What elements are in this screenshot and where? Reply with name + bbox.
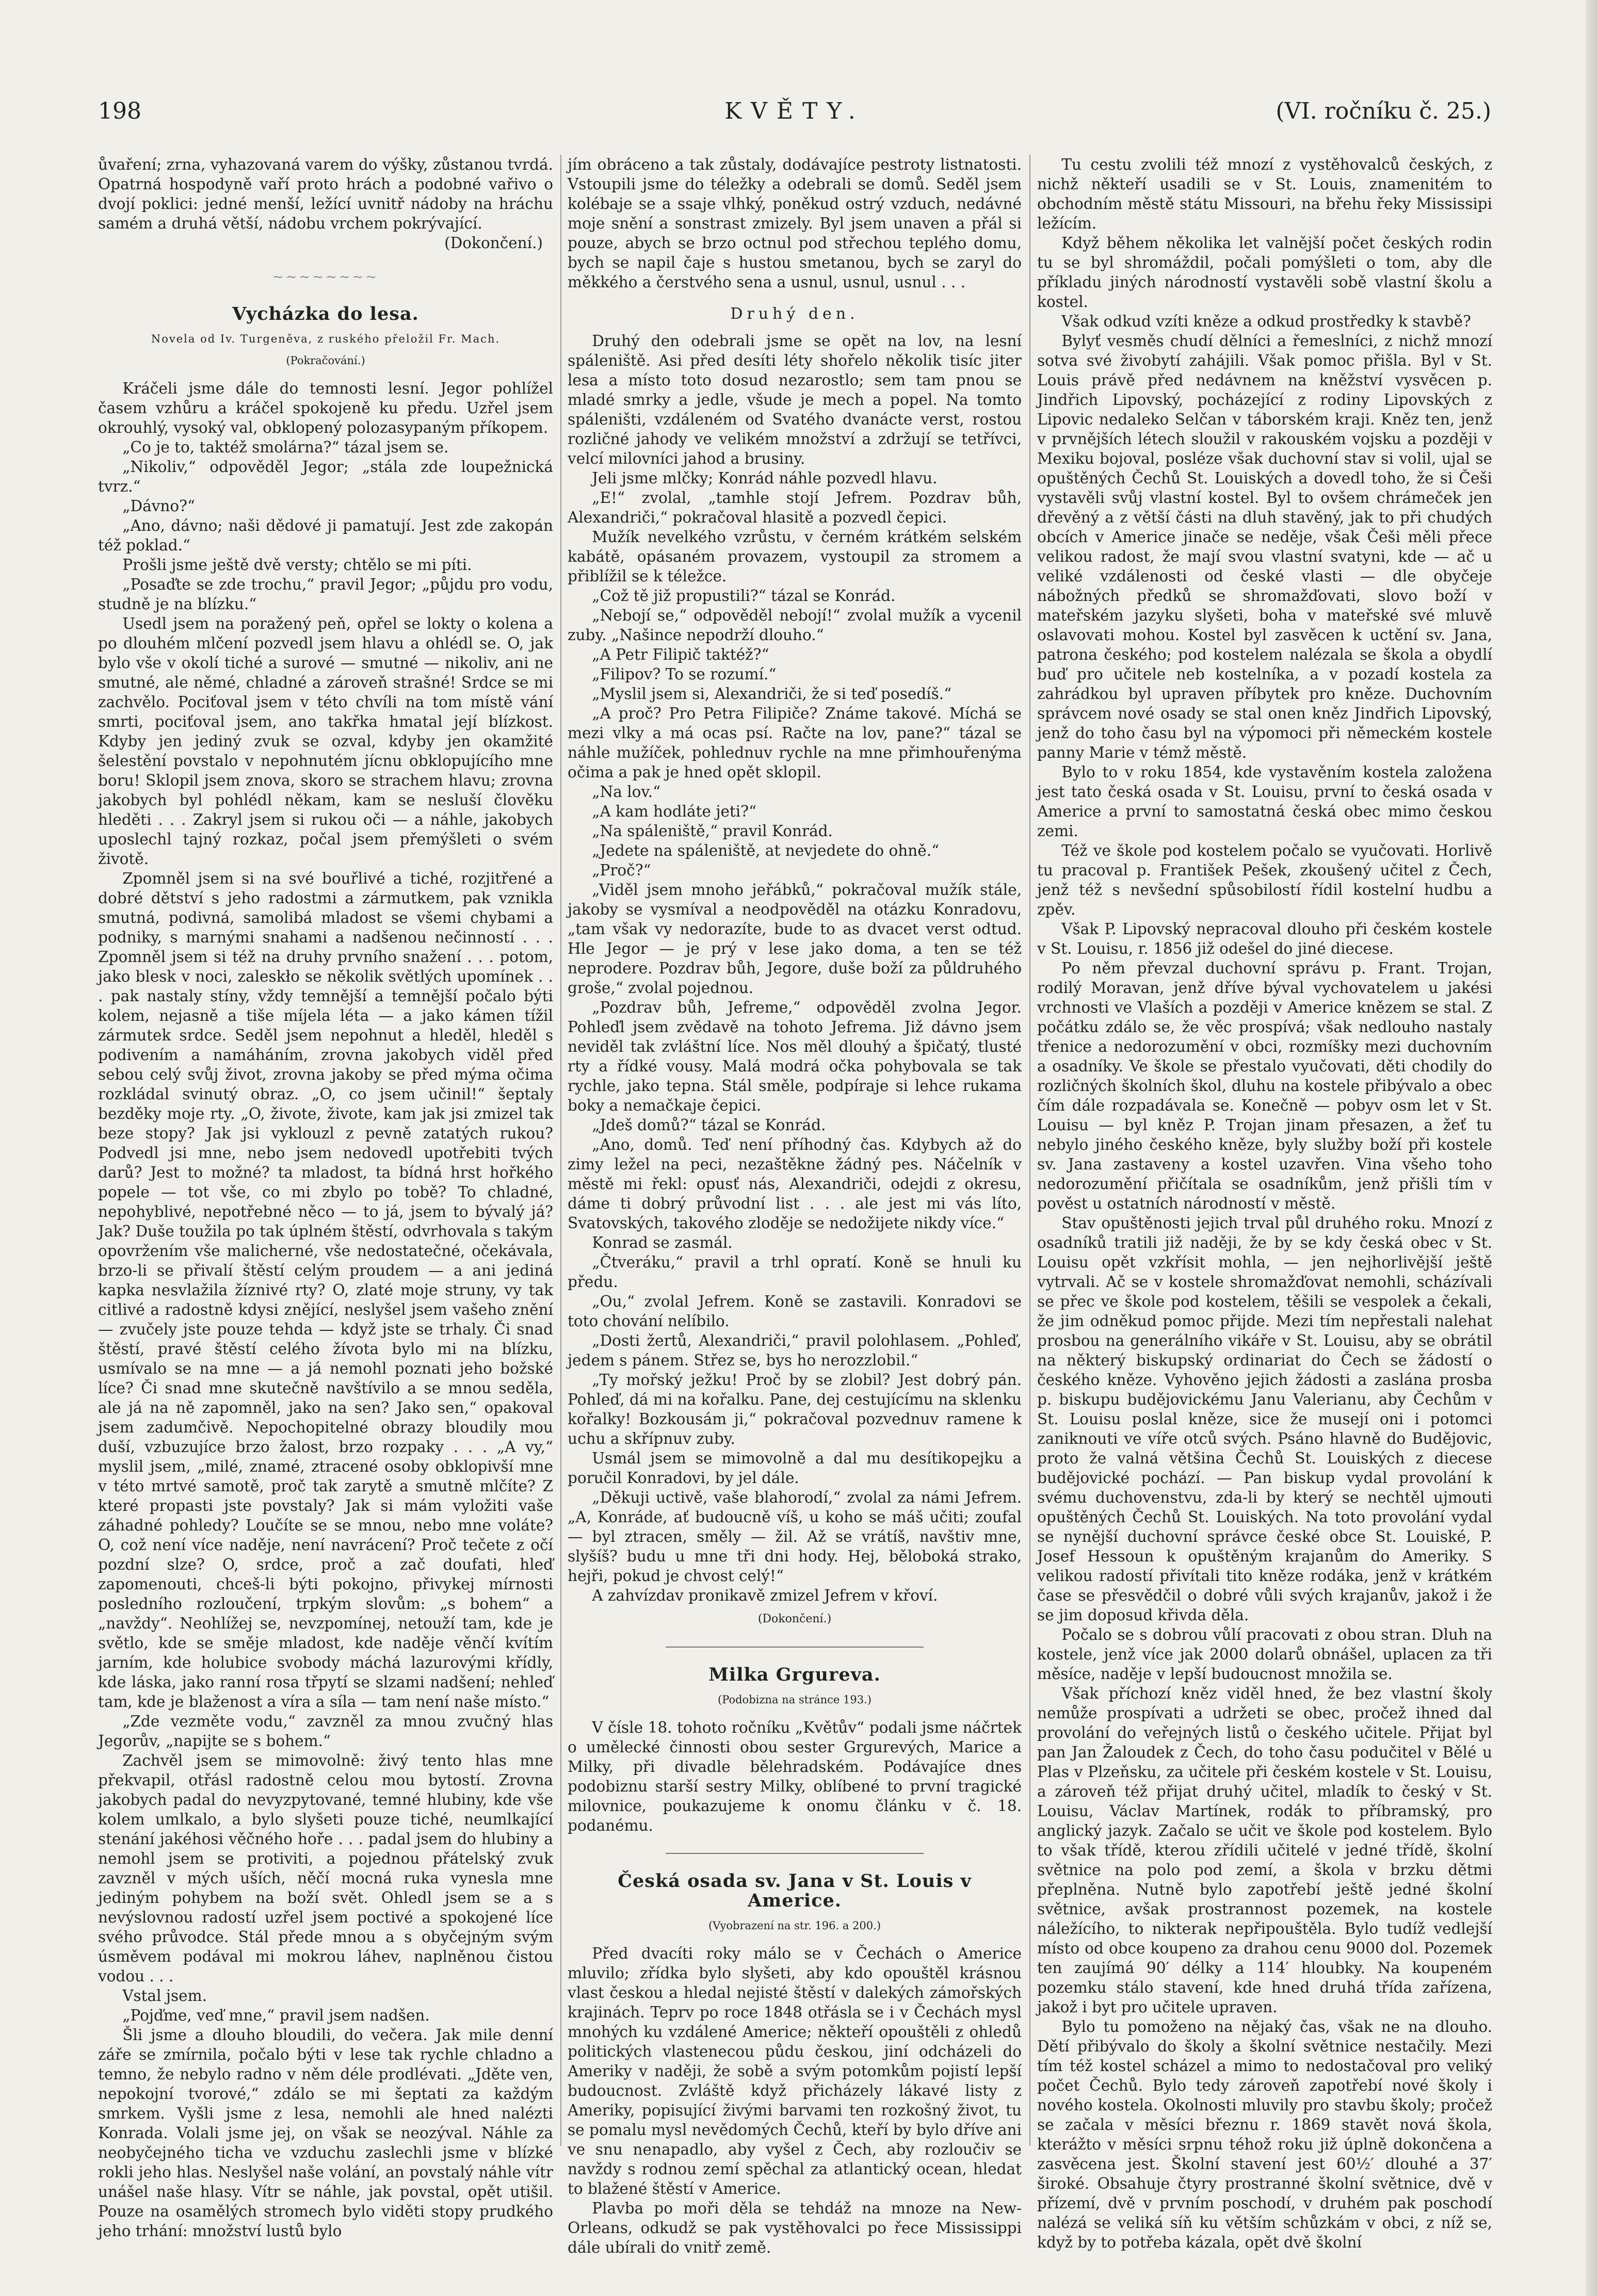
section-heading: Druhý den. — [730, 305, 859, 323]
paragraph: Též ve škole pod kostelem počalo se vyučovati. Horlivě tu pracoval p. František Pešek, zkoušený učitel z Čech, jenž též s nevšední spůsobilostí řídil kostelní hudbu a zpěv. — [1037, 842, 1492, 918]
paragraph: „Ano, domů. Teď není příhodný čas. Kdybych až do zimy ležel na peci, nezaštěkne žádný pes. Náčelník v městě mi řekl: opusť nás, Alexandriči, odejdi z okresu, dáme ti dobrý průvodní list . . . ale jest mi vás líto, Svatovských, takového zloděje se nedožijete nikdy více.“ — [568, 1136, 1022, 1232]
paragraph: Po něm převzal duchovní správu p. Frant. Trojan, rodilý Moravan, jenž dříve býval vychovatelem u jakési vrchnosti ve Vlaších a později v Americe knězem se stal. Z počátku zdálo se, že věc prospívá; však nedlouho nastaly třenice a nedorozumění v obci, rozmíšky mezi duchovním a osadníky. Ve škole se přestalo vyučovati, děti chodily do rozličných školních škol, dluhu na kostele přibývalo a obec čím dále rozpadávala se. Konečně — pobyv osm let v St. Louisu — byl kněz P. Trojan jinam přesazen, a žeť tu nebylo jiného českého kněze, byly služby boží při kostele sv. Jana zastaveny a kostel uzavřen. Vina všeho toho nedorozumění přičítala se osadníkům, jenž přišli tím v pověst u ostatních národností v městě. — [1037, 959, 1492, 1212]
article-title: Vycházka do lesa. — [232, 303, 419, 324]
paragraph: „Což tě již propustili?“ tázal se Konrád. — [592, 587, 896, 605]
paragraph: Prošli jsme ještě dvě versty; chtělo se mi píti. — [122, 556, 472, 574]
paragraph: Však P. Lipovský nepracoval dlouho při českém kostele v St. Louisu, r. 1856 již odešel do jiné diecese. — [1037, 920, 1492, 957]
article-byline: Novela od Iv. Turgeněva, z ruského přeložil Fr. Mach. — [151, 333, 501, 345]
paragraph: „Myslil jsem si, Alexandriči, že si teď posedíš.“ — [592, 685, 952, 703]
paragraph: Počalo se s dobrou vůlí pracovati z obou stran. Dluh na kostele, jenž více jak 2000 dolarů obnášel, uplacen za tři měsíce, naděje v lepší budoucnost množila se. — [1037, 1626, 1492, 1683]
column-2 — [568, 155, 1022, 2256]
continuation-note: (Dokončení.) — [444, 234, 543, 252]
paragraph: Druhý den odebrali jsme se opět na lov, na lesní spáleniště. Asi před desíti léty shořelo několik tisíc jiter lesa a místo toto dosud nezarostlo; sem tam pnou se mladé smrky a jedle, všude je mech a popel. Na tomto spáleništi, vzdáleném od Svatého dvanácte verst, rostou rozličné jahody ve velikém množství a zdržují se tetřívci, velcí milovníci jahod a brusiny. — [568, 332, 1022, 467]
paragraph: Šli jsme a dlouho bloudili, do večera. Jak mile denní záře se zmírnila, počalo býti v lese tak rychle chladno a temno, že nebylo radno v něm déle prodlévati. „Jděte ven, nepokojní tvorové,“ zdálo se mi šeptati za každým smrkem. Vyšli jsme z lesa, nemohli ale hned nalézti Konrada. Volali jsme jej, on však se neozýval. Náhle za neobyčejného ticha ve vzduchu zaslechli jsme v blízké rokli jeho hlas. Neslyšel naše volání, an povstalý náhle vítr unášel naše hlasy. Vítr se náhle, jak povstal, opět utišil. Pouze na osamělých stromech bylo viděti stopy prudkého jeho trhání: množství lustů bylo — [98, 2026, 553, 2240]
paragraph: Tu cestu zvolili též mnozí z vystěhovalců českých, z nichž někteří usadili se v St. Louis, znamenitém to obchodním městě státu Missouri, na břehu řeky Mississipi ležícím. — [1037, 156, 1492, 232]
column-rule — [560, 155, 561, 2146]
paragraph: Bylo tu pomoženo na nějaký čas, však ne na dlouho. Dětí přibývalo do školy a školní světnice nestačily. Mezi tím též kostel scházel a mimo to nedostačoval pro veliký počet Čechů. Bylo tedy zároveň zapotřebí nové školy i nového kostela. Okolnosti mluvily pro stavbu školy; pročež se začala v měsíci březnu r. 1869 stavět nová škola, kterážto v měsíci srpnu téhož roku již úplně dokončena a zasvěcena jest. Školní stavení jest 60½′ dlouhé a 37′ široké. Obsahuje čtyry prostranné školní světnice, dvě v přízemí, dvě v prvním poschodí, v druhém pak poschodí nalézá se veliká síň ku větším schůzkám v obci, z níž se, když by to potřeba kázala, opět dvě školní — [1037, 2018, 1492, 2251]
paragraph: Stav opuštěnosti jejich trval půl druhého roku. Mnozí z osadníků tratili již naději, že by se kdy česká obec v St. Louisu opět vzkřísit mohla, — jen nejhorlivější ještě vytrvali. Ač se v kostele shromažďovat nemohli, scházívali se přec ve škole pod kostelem, těšili se vespolek a čekali, že jim odněkud pomoc přijde. Mezi tím nepřestali nalehat prosbou na generálního vikáře v St. Louisu, aby se obrátil na některý biskupský ordinariat do Čech se žádostí o českého kněze. Vyhověno jejich žádosti a zaslána prosba p. biskupu budějovickému Janu Valerianu, aby Čechům v St. Louisu poslal kněze, sice že musejí oni i potomci zaniknouti ve víře otců svých. Psáno hlavně do Budějovic, proto že valná většina Čechů St. Louiských z diecese budějovické pochází. — Pan biskup vydal provolání k svému duchovenstvu, zda-li by který se nechtěl ujmouti opuštěných Čechů St. Louiských. Na toto provolání vydal se nynější duchovní správce české obce St. Louiské, P. Josef Hessoun k opuštěným krajanům do Ameriky. S velikou radostí přivítali tito kněze rodáka, jenž v krátkém čase se přesvědčil o dobré vůli svých krajanův, jakož i že se jim doposud křivda děla. — [1037, 1214, 1492, 1624]
paragraph: „Dávno?“ — [122, 497, 196, 515]
paragraph: Plavba po moři děla se tehdáž na mnoze na New-Orleans, odkudž se pak vystěhovalci po řece Mississippi dále ubírali do vnitř země. — [568, 2200, 1022, 2256]
paragraph: Však odkud vzíti kněze a odkud prostředky k stavbě? — [1061, 313, 1471, 330]
paragraph: Usmál jsem se mimovolně a dal mu desítikopejku a poručil Konradovi, by jel dále. — [568, 1450, 1022, 1487]
paragraph: „Jdeš domů?“ tázal se Konrád. — [592, 1116, 826, 1134]
continuation-note: (Pokračování.) — [286, 354, 365, 367]
paragraph: „Čtveráku,“ pravil a trhl opratí. Koně se hnuli ku předu. — [568, 1253, 1022, 1291]
volume-info: (VI. ročníku č. 25.) — [1276, 98, 1491, 124]
paragraph: „Dosti žertů, Alexandriči,“ pravil polohlasem. „Pohleď, jedem s pánem. Střez se, bys ho nerozzlobil.“ — [568, 1332, 1022, 1369]
column-rule — [1029, 155, 1030, 2146]
paragraph: Jeli jsme mlčky; Konrád náhle pozvedl hlavu. — [592, 469, 938, 487]
paragraph: jím obráceno a tak zůstaly, dodávajíce pestroty listnatosti. Vstoupili jsme do téležky a odebrali se domů. Seděl jsem kolébaje se a ssaje vlhký, poněkud ostrý vzduch, nedávné moje snění a sonstrast zmizely. Byl jsem unaven a přál si pouze, abych se brzo octnul pod střechou teplého domu, bych se napil čaje s hustou smetanou, bych se zaryl do měkkého a čerstvého sena a usnul, usnul, usnul . . . — [568, 156, 1022, 291]
page-edge — [1586, 0, 1597, 2296]
paragraph: „Viděl jsem mnoho jeřábků,“ pokračoval mužík stále, jakoby se vysmíval a neodpověděl na otázku Konradovu, „tam však vy nedorazíte, bude to as dvacet verst odtud. Hle Jegor — je prý v lese jako doma, a ten se též neprodere. Pozdrav bůh, Jegore, duše boží za půldruhého groše,“ zvolal pojednou. — [568, 881, 1022, 997]
paragraph: „Jedete na spáleniště, at nevjedete do ohně.“ — [592, 842, 940, 859]
paragraph: Když během několika let valnější počet českých rodin tu se byl shromáždil, počali pomýšleti o tom, aby dle příkladu jiných národností vystavěli sobě vlastní školu a kostel. — [1037, 234, 1492, 311]
paragraph: Zpomněl jsem si na své bouřlivé a tiché, rozjitřené a dobré dětství s jeho radostmi a zármutkem, pak vznikla smutná, podivná, samolibá mladost se všemi chybami a podniky, s marnými snahami a nadšenou nečinností . . . Zpomněl jsem si též na druhy prvního snažení . . . potom, jako blesk v noci, zaleskło se několik světlých upomínek . . . pak nastaly stíny, vždy temnější a temnější počalo býti kolem, nejasně a tiše míjela léta — a jako kámen tížil zármutek srdce. Seděl jsem nepohnut a hleděl, hleděl s podivením a namáháním, zrovna jakobych viděl před sebou celý svůj život, zrovna jakoby se před mýma očima rozkládal svinutý obraz. „O, co jsem učinil!“ šeptaly bezděky moje rty. „O, živote, živote, kam jak jsi zmizel tak beze stopy? Jak jsi vyklouzl z pevně zatatých rukou? Podvedl jsi mne, nebo jsem nedovedl upotřebiti tvých darů? Jest to možné? ta mladost, ta bídná hrst hořkého popele — tot vše, co mi zbylo po tobě? To chladné, nepohyblivé, nepotřebné něco — to já, jsem to bývalý já? Jak? Duše toužila po tak úplném štěstí, odvrhovala s takým opovržením vše malicherné, vše nedostatečné, očekávala, brzo-li se přivalí štěstí celým proudem — a ani jediná kapka nesvlažila žíznivé rty? O, zlaté moje struny, vy tak citlivé a radostně kdysi znějící, neslyšel jsem vašeho znění — zvučely jste pouze tehda — když jste se trhaly. Či snad štěstí, pravé štěstí celého žívota bylo mi na blízku, usmívalo se na mne — a já nemohl poznati jeho božské líce? Či snad mne skutečně navštívilo a se mnou seděla, ale já na ně zapomněl, jako na sen? Jako sen,“ opakoval jsem zadumčivě. Nepochopitelné obrazy bloudily mou duší, vzbuzujíce brzo žalost, brzo rozpaky . . . „A vy,“ myslil jsem, „milé, znamé, ztracené osoby obklopivší mne v této mrtvé samotě, proč tak zarytě a smutně mlčíte? Z které propasti jste povstaly? Jak si mám vyložiti vaše záhadné pohledy? Loučíte se se mnou, nebo mne voláte? O, což není více naděje, není navrácení? Proč tečete z očí pozdní slze? O, srdce, proč a zač doufati, hleď zapomenouti, chceš-li býti pokojno, přivykej mírnosti posledního rozloučení, trpkým slovům: „s bohem“ a „navždy“. Neohlížej se, nevzpomínej, netouží tam, kde je světlo, kde se směje mladost, kde naděje věnčí kvítím jarním, kde holubice svobody máchá lazurovými křídly, kde láska, jako ranní rosa třpytí se slzami nadšení; nehleď tam, kde je blaženost a víra a síla — tam není naše místo.“ — [98, 870, 553, 1711]
paragraph: Před dvacíti roky málo se v Čechách o Americe mluvilo; zřídka bylo slyšeti, aby kdo opouštěl krásnou vlast českou a hledal nejisté štěstí v dalekých zámořských krajinách. Teprv po roce 1848 otřásla se i v Čechách mysl mnohých ku vzdálené Americe; někteří opouštěli z ohledů politických vlastenecou půdu českou, jiní odcházeli do Ameriky v naději, že sobě a svým potomkům pojistí lepší budoucnost. Zvláště když přicházely lákavé listy z Ameriky, popisující živými barvami ten rozkošný život, tu se pomalu mysl nevědomých Čechů, kteří by bylo dříve ani ve snu nenapadlo, aby vyšel z Čech, aby rozloučiv se navždy s rodnou zemí spěchal za atlantický ocean, hledat to blažené štěstí v Americe. — [568, 1945, 1022, 2197]
paragraph: „Nebojí se,“ odpověděl nebojí!“ zvolal mužík a vycenil zuby. „Našince nepodrží dlouho.“ — [568, 607, 1022, 644]
paragraph: „A Petr Filipič taktéž?“ — [592, 646, 769, 663]
article-title: Česká osada sv. Jana v St. Louis v Americe. — [618, 1870, 972, 1911]
paragraph: Bylyť vesměs chudí dělníci a řemeslníci, z nichž mnozí sotva své živobytí zahájili. Však pomoc přišla. Byl v St. Louis právě před nedávnem na kněžství vysvěcen p. Jindřich Lipovský, pocházející z rodiny Lipovských z Lipovic nedaleko Selčan v táborském kraji. Kněz ten, jenž v prvnějších létech sloužil v rakouském vojsku a později v Mexiku bojoval, posléze však duchovní stav si volil, ujal se opuštěných Čechů St. Louiských a dovedl toho, že si Češi vystavěli svůj vlastní kostel. Byl to ovšem chrámeček jen dřevěný a z větší části na dluh stavěný, jak to při chudých obcích v Americe jinače se neděje, však Češi měli přece velikou radost, že mají svou vlastní svatyni, kde — ač u veliké vzdálenosti od české vlasti — dle obyčeje nábožných předků se shromažďovati, slovo boží v mateřském jazyku slyšeti, boha v mateřské své mluvě oslavovati mohou. Kostel byl zasvěcen k uctění sv. Jana, patrona českého; pod kostelem nalézala se škola a obydlí buď pro učitele neb kostelníka, a v pozadí kostela za zahrádkou byl upraven příbytek pro kněze. Duchovním správcem nové osady se stal onen kněz Jindřich Lipovský, jenž do toho času byl na výpomoci při německém kostele panny Marie v témž městě. — [1037, 332, 1492, 761]
paragraph: Mužík nevelkého vzrůstu, v černém krátkém selském kabátě, opásaném provazem, vystoupil za stromem a přiblížil se k téležce. — [568, 528, 1022, 585]
paragraph: „Posaďte se zde trochu,“ pravil Jegor; „půjdu pro vodu, studně je na blízku.“ — [98, 576, 553, 613]
continuation-note: (Dokončení.) — [757, 1613, 832, 1625]
paragraph: „A proč? Pro Petra Filipiče? Známe takové. Míchá se mezi vlky a má ocas psí. Račte na lov, pane?“ tázal se náhle mužíček, pohlednuv rychle na mne přimhouřenýma očima a pak je hned opět sklopil. — [568, 705, 1022, 781]
paragraph: V čísle 18. tohoto ročníku „Květův“ podali jsme náčrtek o umělecké činnosti obou sester Grgurevých, Marice a Milky, při divadle bělehradském. Podávajíce dnes podobiznu starší sestry Milky, oblíbené to první tragické milovnice, poukazujeme k onomu článku v č. 18. podanému. — [568, 1719, 1022, 1834]
paragraph: „Zde vezměte vodu,“ zavzněl za mnou zvučný hlas Jegorův, „napijte se s bohem.“ — [98, 1713, 553, 1750]
paragraph: Vstal jsem. — [122, 1987, 207, 2005]
page-number: 198 — [98, 98, 141, 124]
paragraph: „E!“ zvolal, „tamhle stojí Jefrem. Pozdrav bůh, Alexandriči,“ pokračoval hlasitě a pozvedl čepici. — [568, 489, 1022, 526]
paragraph: „Děkuji uctivě, vaše blahorodí,“ zvolal za námi Jefrem. „A, Konráde, ať budoucně víš, u koho se máš učiti; zoufal — byl ztracen, směly — žil. Až se vrátíš, navštiv mne, slyšíš? budu u mne tři dni hody. Hej, běloboká strako, hejři, pokud je chvost celý!“ — [568, 1489, 1022, 1585]
divider-rule — [666, 1853, 924, 1854]
paragraph: „Filipov? To se rozumí.“ — [592, 665, 777, 683]
paragraph: „Ty mořský ježku! Proč by se zlobil? Jest dobrý pán. Pohleď, dá mi na kořalku. Pane, dej cestujícímu na sklenku kořalky! Bozkousám ji,“ pokračoval pozvednuv ramene k uchu a skřípnuv zuby. — [568, 1371, 1022, 1447]
paragraph: Konrad se zasmál. — [592, 1234, 733, 1251]
paragraph: „Ou,“ zvolal Jefrem. Koně se zastavili. Konradovi se toto chování nelíbilo. — [568, 1293, 1022, 1330]
paragraph: „Pozdrav bůh, Jefreme,“ odpověděl zvolna Jegor. Pohleďl jsem zvědavě na tohoto Jefrema. Již dávno jsem neviděl tak zvláštní líce. Nos měl dlouhý a špičatý, tlusté rty a řídké vousy. Malá modrá očka pohybovala se tak rychle, jako tepna. Stál směle, podpíraje si lehce rukama boky a nemačkaje čepici. — [568, 999, 1022, 1114]
article-subtitle: (Vyobrazení na str. 196. a 200.) — [708, 1919, 881, 1932]
paragraph: „A kam hodláte jeti?“ — [592, 803, 757, 820]
paragraph: „Na lov.“ — [592, 783, 661, 801]
paragraph: „Proč?“ — [592, 861, 651, 879]
paragraph: „Ano, dávno; naši dědové ji pamatují. Jest zde zakopán též poklad.“ — [98, 517, 553, 554]
paragraph: Zachvěl jsem se mimovolně: živý tento hlas mne překvapil, otřásl radostně celou mou bytostí. Zrovna jakobych padal do nevyzpytované, temné hlubiny, kde vše kolem umlkalo, a bylo slyšeti pouze tiché, neumlkající stenání jakéhosi věčného hoře . . . padal jsem do hlubiny a nemohl jsem se protiviti, a pojednou přátelský zvuk zavzněl v mých uších, něčí mocná ruka vynesla mne jediným pohybem na boží svět. Ohledl jsem se a s nevýslovnou radostí uzřel jsem poctivé a spokojené líce svého průvodce. Stál přede mnou a s obyčejným svým úsměvem podával mi mokrou láhev, naplněnou čistou vodou . . . — [98, 1752, 553, 1985]
divider-rule — [666, 1647, 924, 1648]
paragraph: A zahvízdav pronikavě zmizel Jefrem v křoví. — [592, 1587, 938, 1604]
paragraph: Usedl jsem na poražený peň, opřel se lokty o kolena a po dlouhém mlčení pozvedl jsem hlavu a ohlédl se. O, jak bylo vše v okolí tiché a surové — smutné — nikoliv, ani ne smutné, ale němé, chladné a zároveň strašné! Srdce se mi zachvělo. Pociťoval jsem v této chvíli na tom místě vání smrti, pociťoval jsem, ano takřka hmatal její blízkost. Kdyby jen jediný zvuk se ozval, kdyby jen okamžité šelestění povstalo v nepohnutém jícnu obklopujícího mne boru! Sklopil jsem znova, skoro se strachem hlavu; zrovna jakobych byl pohlédl někam, kam se nesluší člověku hleděti . . . Zakryl jsem si rukou oči — a náhle, jakobych uposlechl tajný rozkaz, počal jsem přemýšleti o svém životě. — [98, 615, 553, 868]
paragraph: „Na spáleniště,“ pravil Konrád. — [592, 822, 833, 840]
paragraph: Však příchozí kněz viděl hned, že bez vlastní školy nemůže prospívati a udržeti se obec, pročež ihned dal provolání do veřejných listů o českého učitele. Přijat byl pan Jan Žaloudek z Čech, do toho času podučitel v Bělé u Plas v Plzeňsku, za učitele při českém kostele v St. Louisu, a zároveň též přijat druhý učitel, mladík to český v St. Louisu, Václav Martínek, rodák to příbramský, pro anglický jazyk. Začalo se učit ve škole pod kostelem. Bylo to však třídě, kterou zřídili učitelé v jedné třídě, školní světnice na polo pod zemí, a škola v brzku dětmi přeplněna. Nutně bylo zapotřebí ještě jedné školní světnice, avšak prostrannost pozemek, na kostele náležícího, to nikterak nepřipouštěla. Bylo tudíž vedlejší místo od obce koupeno za drahou cenu 9000 dol. Pozemek ten zaujímá 90′ délky a 114′ hloubky. Na koupeném pozemku stálo stavení, kde hned druhá třída zařízena, jakož i byt pro učitele upraven. — [1037, 1685, 1492, 2016]
paragraph: „Pojďme, veď mne,“ pravil jsem nadšen. — [122, 2007, 430, 2024]
paragraph: ůvaření; zrna, vyhazovaná varem do výšky, zůstanou tvrdá. Opatrná hospodyně vaří proto hrách a podobné vařivo o dvojí poklici: jedné menší, ležící uvnitř nádoby na hráchu samém a druhá větší, nádobu vrchem pokrývající. — [98, 156, 553, 232]
paragraph: „Nikoliv,“ odpověděl Jegor; „stála zde loupežnická tvrz.“ — [98, 458, 553, 495]
article-title: Milka Grgureva. — [708, 1664, 881, 1685]
divider-ornament: ~~~~~~~~ — [272, 269, 379, 285]
article-subtitle: (Podobizna na stránce 193.) — [718, 1693, 872, 1706]
paragraph: „Co je to, taktéž smolárna?“ tázal jsem se. — [122, 438, 449, 456]
journal-title: KVĚTY. — [724, 98, 865, 124]
column-3 — [1037, 155, 1492, 2251]
paragraph: Kráčeli jsme dále do temnosti lesní. Jegor pohlížel časem vzhůru a kráčel spokojeně ku předu. Uzřel jsem okrouhlý, vysoký val, obklopený polozasypaným příkopem. — [98, 380, 553, 436]
page-header — [98, 98, 1491, 139]
paragraph: Bylo to v roku 1854, kde vystavěním kostela založena jest tato česká osada v St. Louisu, první to česká osada v Americe a první to samostatná česká obec mimo českou zemi. — [1037, 763, 1492, 840]
column-1 — [98, 155, 553, 2240]
